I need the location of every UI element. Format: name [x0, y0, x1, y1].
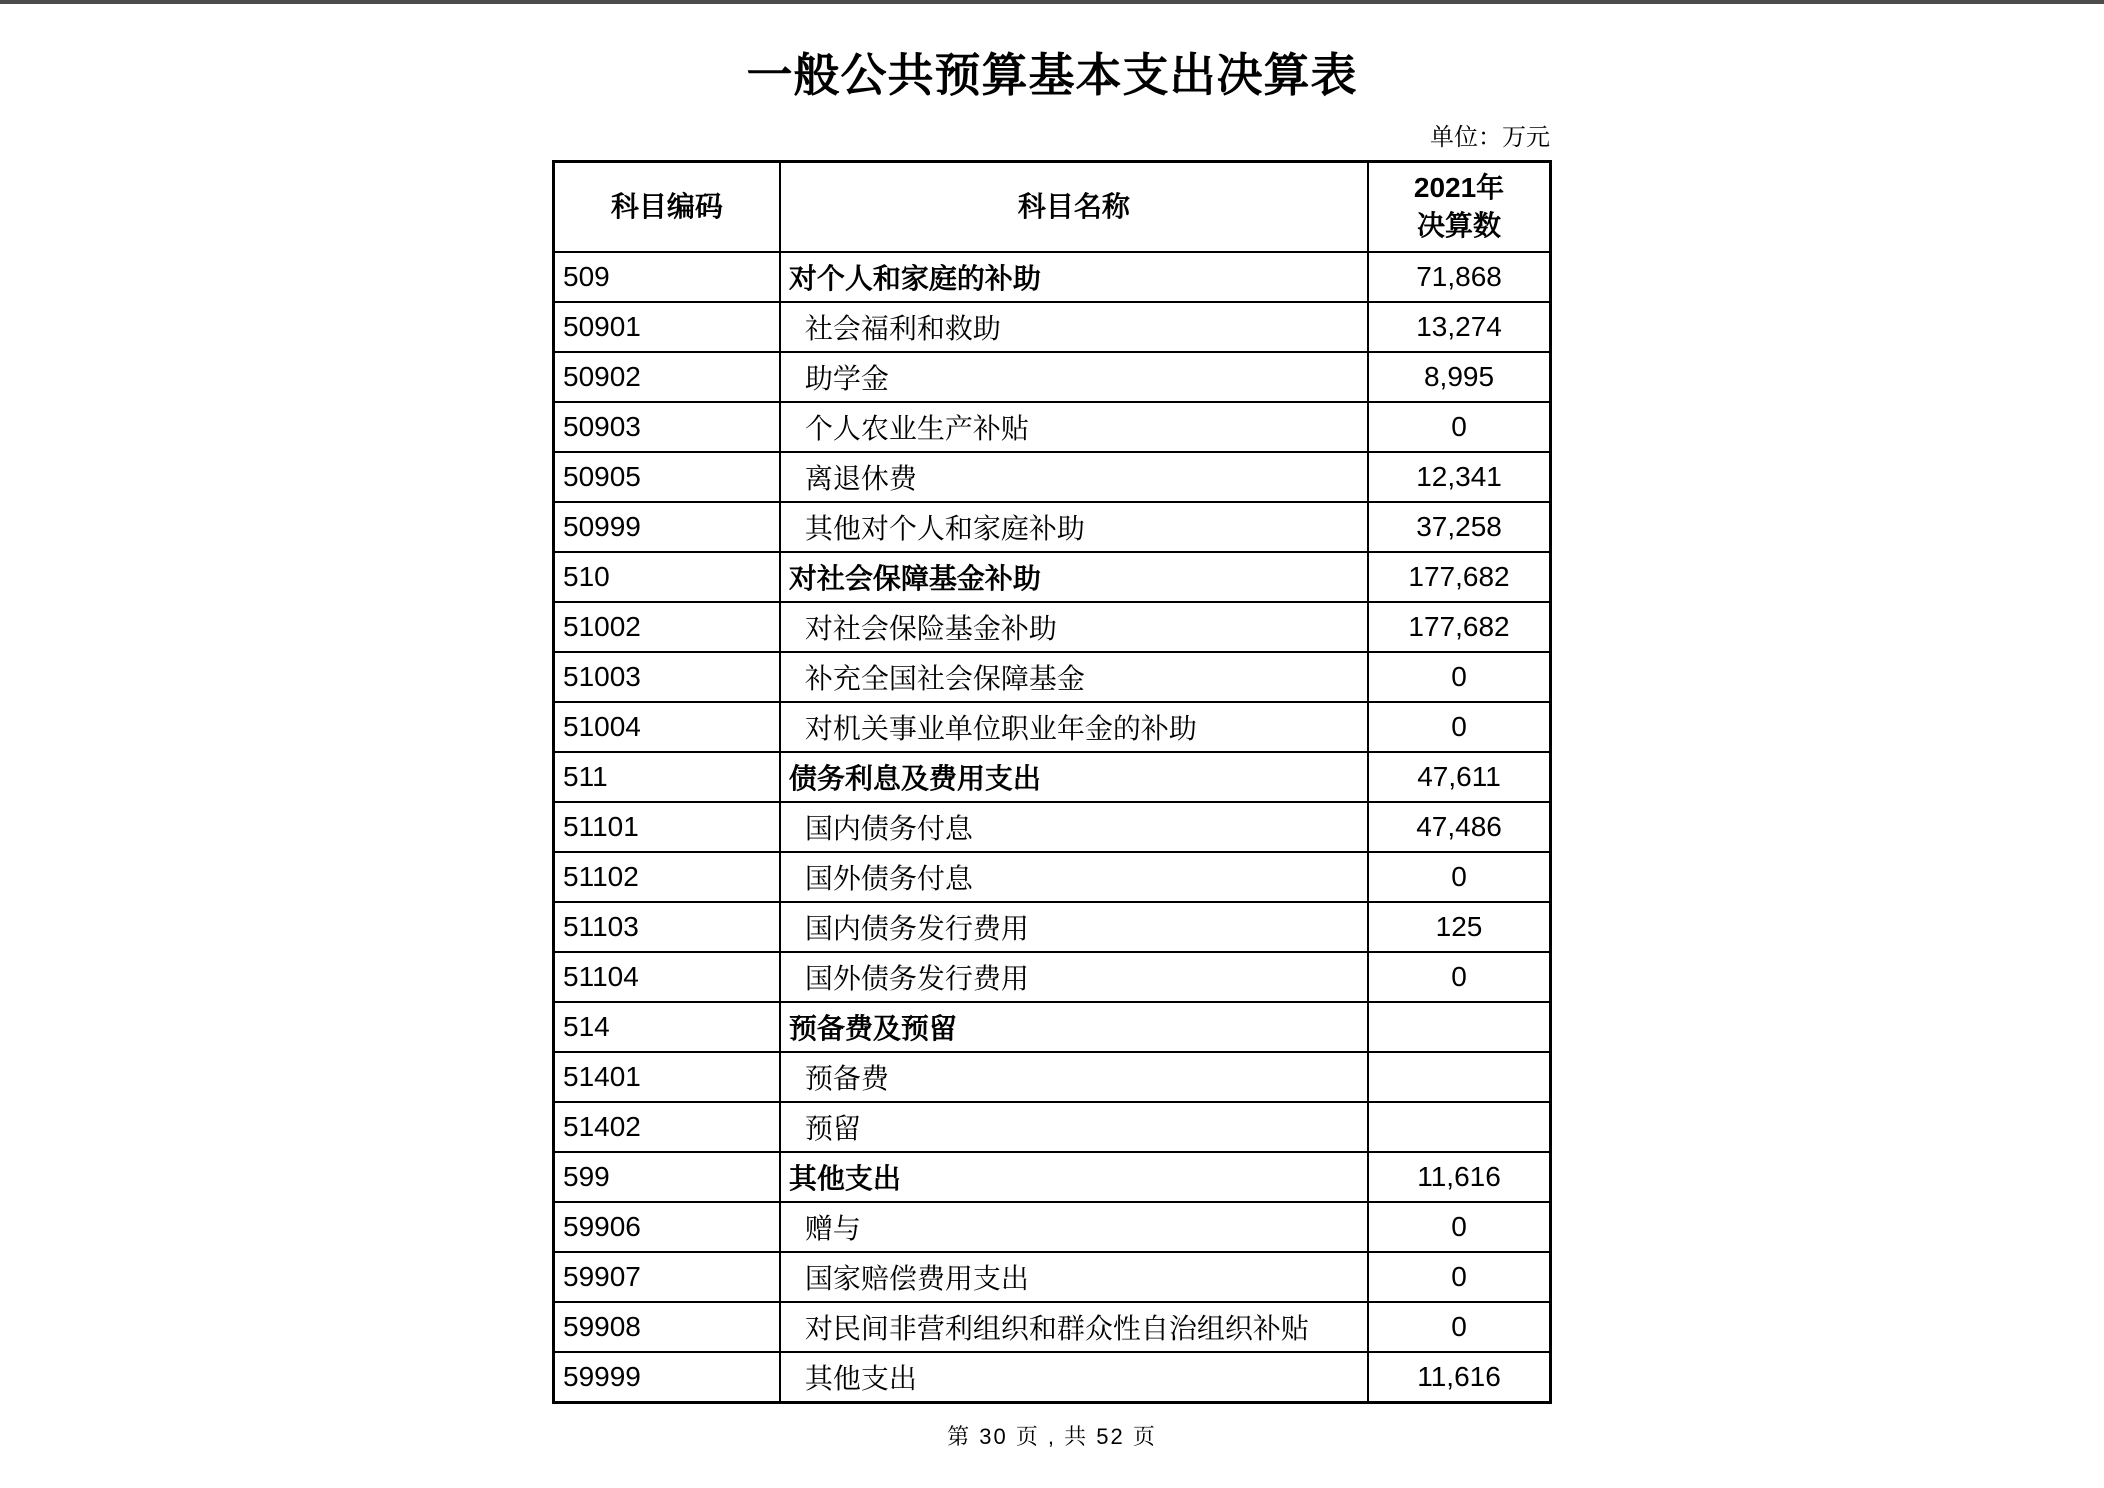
- value-cell: 13,274: [1368, 302, 1550, 352]
- subject-name-cell: 对民间非营利组织和群众性自治组织补贴: [780, 1302, 1368, 1352]
- table-row: [554, 752, 1551, 802]
- subject-name-cell: 对个人和家庭的补助: [780, 252, 1368, 302]
- subject-code-cell: 51101: [554, 802, 780, 852]
- subject-code-cell: 50902: [554, 352, 780, 402]
- subject-name-cell: 其他支出: [780, 1352, 1368, 1403]
- subject-name-cell: 预备费及预留: [780, 1002, 1368, 1052]
- subject-name-cell: 国内债务付息: [780, 802, 1368, 852]
- page-title: 一般公共预算基本支出决算表: [746, 49, 1358, 101]
- value-cell: 8,995: [1368, 352, 1550, 402]
- subject-code-cell: 51102: [554, 852, 780, 902]
- page-number: 第 30 页 , 共 52 页: [947, 1423, 1157, 1449]
- table-row: [554, 252, 1551, 302]
- table-row: [554, 452, 1551, 502]
- table-row: [554, 1352, 1551, 1403]
- table-row: [554, 802, 1551, 852]
- page-content: [552, 50, 1552, 1451]
- value-cell: [1368, 1052, 1550, 1102]
- value-cell: 0: [1368, 652, 1550, 702]
- table-row: [554, 1302, 1551, 1352]
- subject-name-cell: 其他对个人和家庭补助: [780, 502, 1368, 552]
- value-cell: 0: [1368, 1302, 1550, 1352]
- subject-code-cell: 50901: [554, 302, 780, 352]
- subject-code-cell: 509: [554, 252, 780, 302]
- table-row: [554, 402, 1551, 452]
- table-row: [554, 652, 1551, 702]
- header-amount-line: 决算数: [1417, 209, 1502, 241]
- header-subject-code: 科目编码: [554, 161, 780, 252]
- table-row: [554, 852, 1551, 902]
- unit-label: 单位：万元: [1430, 123, 1550, 151]
- value-cell: 0: [1368, 702, 1550, 752]
- subject-name-cell: 预留: [780, 1102, 1368, 1152]
- budget-table: [552, 160, 1552, 1404]
- subject-name-cell: 债务利息及费用支出: [780, 752, 1368, 802]
- table-row: [554, 702, 1551, 752]
- table-row: [554, 502, 1551, 552]
- value-cell: 0: [1368, 1252, 1550, 1302]
- value-cell: 47,611: [1368, 752, 1550, 802]
- subject-code-cell: 59906: [554, 1202, 780, 1252]
- value-cell: 71,868: [1368, 252, 1550, 302]
- subject-code-cell: 51104: [554, 952, 780, 1002]
- table-row: [554, 1252, 1551, 1302]
- budget-table-body: [554, 252, 1551, 1403]
- value-cell: 47,486: [1368, 802, 1550, 852]
- table-row: [554, 1002, 1551, 1052]
- value-cell: 0: [1368, 402, 1550, 452]
- subject-code-cell: 511: [554, 752, 780, 802]
- table-row: [554, 602, 1551, 652]
- table-row: [554, 302, 1551, 352]
- subject-code-cell: 51402: [554, 1102, 780, 1152]
- subject-code-cell: 51003: [554, 652, 780, 702]
- subject-name-cell: 预备费: [780, 1052, 1368, 1102]
- value-cell: 0: [1368, 1202, 1550, 1252]
- subject-name-cell: 离退休费: [780, 452, 1368, 502]
- value-cell: 11,616: [1368, 1152, 1550, 1202]
- subject-code-cell: 510: [554, 552, 780, 602]
- subject-code-cell: 599: [554, 1152, 780, 1202]
- window-top-border: [0, 0, 2104, 4]
- subject-code-cell: 51401: [554, 1052, 780, 1102]
- table-row: [554, 1052, 1551, 1102]
- value-cell: 0: [1368, 852, 1550, 902]
- subject-name-cell: 国内债务发行费用: [780, 902, 1368, 952]
- subject-name-cell: 国家赔偿费用支出: [780, 1252, 1368, 1302]
- table-row: [554, 902, 1551, 952]
- table-row: [554, 1202, 1551, 1252]
- value-cell: 177,682: [1368, 602, 1550, 652]
- subject-code-cell: 51004: [554, 702, 780, 752]
- subject-code-cell: 50903: [554, 402, 780, 452]
- subject-code-cell: 51002: [554, 602, 780, 652]
- table-row: [554, 1152, 1551, 1202]
- subject-code-cell: 59999: [554, 1352, 780, 1403]
- table-row: [554, 952, 1551, 1002]
- table-row: [554, 1102, 1551, 1152]
- subject-code-cell: 50905: [554, 452, 780, 502]
- subject-code-cell: 514: [554, 1002, 780, 1052]
- subject-name-cell: 助学金: [780, 352, 1368, 402]
- value-cell: 177,682: [1368, 552, 1550, 602]
- subject-name-cell: 社会福利和救助: [780, 302, 1368, 352]
- value-cell: 11,616: [1368, 1352, 1550, 1403]
- subject-code-cell: 51103: [554, 902, 780, 952]
- subject-name-cell: 国外债务付息: [780, 852, 1368, 902]
- value-cell: 0: [1368, 952, 1550, 1002]
- subject-code-cell: 50999: [554, 502, 780, 552]
- subject-name-cell: 其他支出: [780, 1152, 1368, 1202]
- subject-name-cell: 对社会保险基金补助: [780, 602, 1368, 652]
- subject-name-cell: 个人农业生产补贴: [780, 402, 1368, 452]
- value-cell: [1368, 1002, 1550, 1052]
- subject-name-cell: 赠与: [780, 1202, 1368, 1252]
- subject-code-cell: 59908: [554, 1302, 780, 1352]
- subject-name-cell: 对机关事业单位职业年金的补助: [780, 702, 1368, 752]
- subject-name-cell: 补充全国社会保障基金: [780, 652, 1368, 702]
- table-row: [554, 552, 1551, 602]
- value-cell: 12,341: [1368, 452, 1550, 502]
- subject-name-cell: 对社会保障基金补助: [780, 552, 1368, 602]
- value-cell: 125: [1368, 902, 1550, 952]
- header-subject-name: 科目名称: [780, 161, 1368, 252]
- table-row: [554, 352, 1551, 402]
- header-year-line: 2021年: [1413, 171, 1505, 203]
- subject-name-cell: 国外债务发行费用: [780, 952, 1368, 1002]
- value-cell: 37,258: [1368, 502, 1550, 552]
- header-final-accounts: [1368, 161, 1550, 252]
- subject-code-cell: 59907: [554, 1252, 780, 1302]
- value-cell: [1368, 1102, 1550, 1152]
- table-header-row: [554, 161, 1551, 252]
